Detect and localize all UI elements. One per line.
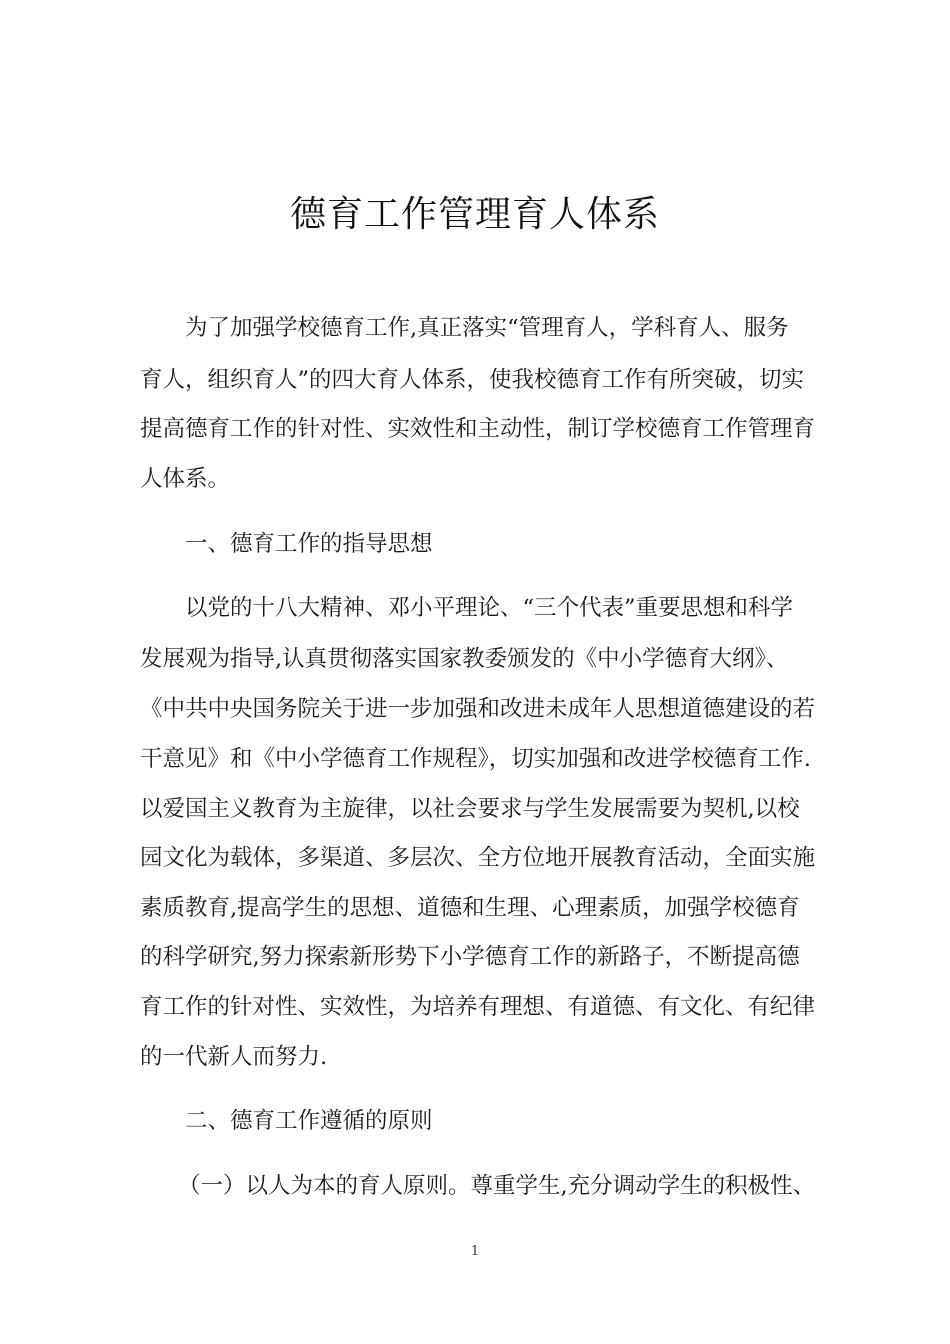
intro-line: 人体系。: [140, 466, 231, 492]
section1-line: 以党的十八大精神、邓小平理论、“三个代表”重要思想和科学: [185, 595, 794, 621]
section1-line: 发展观为指导,认真贯彻落实国家教委颁发的《中小学德育大纲》、: [140, 646, 789, 672]
document-title: 德育工作管理育人体系: [289, 194, 660, 235]
intro-line: 为了加强学校德育工作,真正落实“管理育人，学科育人、服务: [185, 315, 789, 341]
section2-line: （一）以人为本的育人原则。尊重学生,充分调动学生的积极性、: [178, 1173, 816, 1199]
section-heading-2: 二、德育工作遵循的原则: [185, 1108, 433, 1134]
page-number: 1: [470, 1244, 480, 1259]
section1-line: 以爱国主义教育为主旋律，以社会要求与学生发展需要为契机,以校: [140, 796, 800, 822]
section1-line: 的一代新人而努力.: [140, 1044, 328, 1070]
section1-line: 干意见》和《中小学德育工作规程》，切实加强和改进学校德育工作.: [140, 746, 811, 772]
section1-line: 素质教育,提高学生的思想、道德和生理、心理素质，加强学校德育: [140, 895, 800, 921]
section1-line: 的科学研究,努力探索新形势下小学德育工作的新路子，不断提高德: [140, 944, 800, 970]
section1-line: 《中共中央国务院关于进一步加强和改进未成年人思想道德建设的若: [140, 696, 816, 722]
section-heading-1: 一、德育工作的指导思想: [185, 531, 433, 557]
section1-line: 园文化为载体，多渠道、多层次、全方位地开展教育活动，全面实施: [140, 845, 816, 871]
section1-line: 育工作的针对性、实效性，为培养有理想、有道德、有文化、有纪律: [140, 994, 816, 1020]
intro-line: 育人，组织育人”的四大育人体系，使我校德育工作有所突破，切实: [140, 367, 805, 393]
intro-line: 提高德育工作的针对性、实效性和主动性，制订学校德育工作管理育: [140, 416, 816, 442]
